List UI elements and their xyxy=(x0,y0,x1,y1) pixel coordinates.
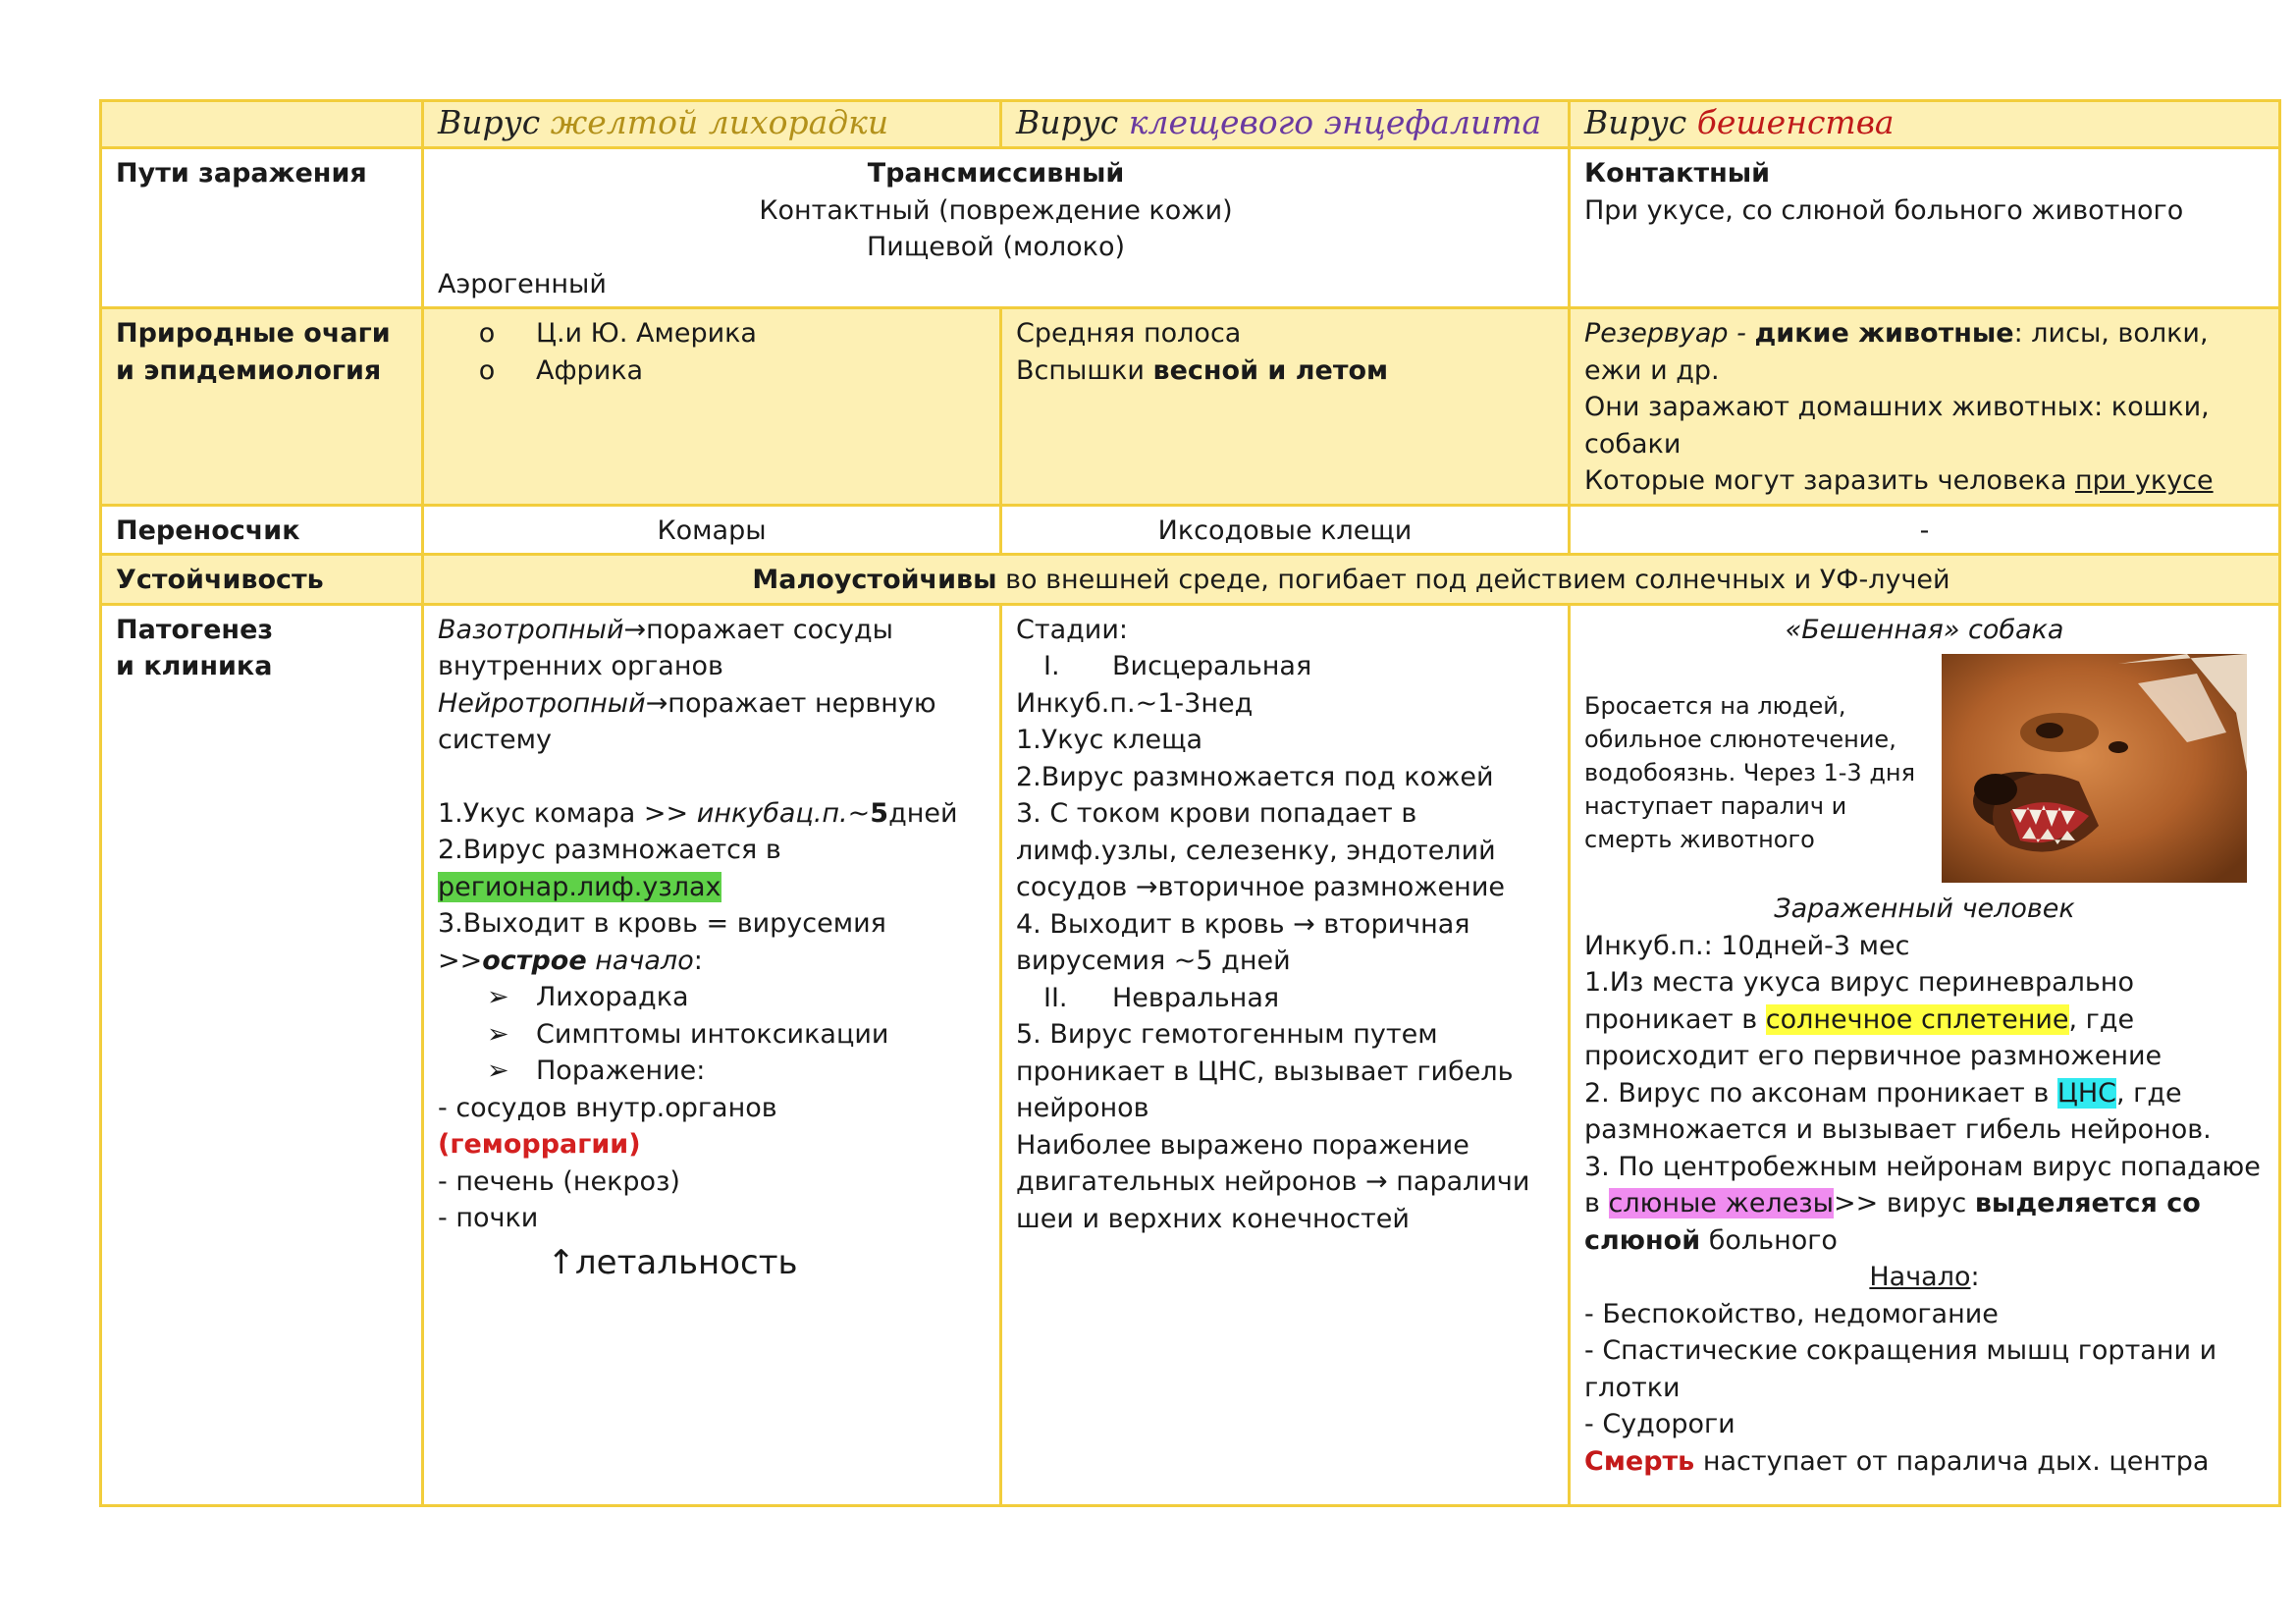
document-page xyxy=(99,99,2261,1507)
pathogenesis-tick-borne: Стадии: I. Висцеральная Инкуб.п.~1-3нед 1.Укус клеща 2.Вирус размножается под кожей 3. С током крови попадает в лимф.узлы, селезенку, эндотелий сосудов →вторичное размножение 4. Выходит в кровь → вторичная вирусемия ~5 дней II. Невральная 5. Вирус гемотогенным путем проникает в ЦНС, вызывает гибель нейронов Наиболее выражено поражение двигательных нейронов → параличи шеи и верхних конечностей xyxy=(1001,604,1570,1505)
row-infection-routes xyxy=(101,148,2280,308)
list-item: II. Невральная xyxy=(1043,982,1280,1013)
pathogenesis-yellow-fever: Вазотропный→поражает сосуды внутренних органов Нейротропный→поражает нервную систему 1.Укус комара >> инкубац.п.~5дней 2.Вирус размножается в регионар.лиф.узлах 3.Выходит в кровь = вирусемия >>острое начало: ➢ Лихорадка ➢ Симптомы интоксикации ➢ Поражение: - сосудов внутр.органов (геморрагии) - печень (некроз) - почки ↑летальность xyxy=(423,604,1001,1505)
arrow-bullet-icon: ➢ xyxy=(487,1018,509,1050)
circle-bullet-icon: o xyxy=(478,354,496,386)
arrow-bullet-icon: ➢ xyxy=(487,982,509,1012)
yellow-fever-title: желтой лихорадки xyxy=(550,103,889,141)
list-item: ➢ Поражение: xyxy=(438,1053,986,1090)
highlight-pink: слюные железы xyxy=(1608,1188,1834,1218)
foci-tick-borne: Средняя полоса Вспышки весной и летом xyxy=(1001,308,1570,506)
arrow-bullet-icon: ➢ xyxy=(487,1056,509,1086)
virus-comparison-table xyxy=(99,99,2281,1507)
list-item: I. Висцеральная xyxy=(1043,651,1312,681)
vector-rabies: - xyxy=(1570,505,2280,555)
vector-yellow-fever: Комары xyxy=(423,505,1001,555)
circle-bullet-icon: o xyxy=(478,318,496,349)
highlight-green: регионар.лиф.узлах xyxy=(438,871,721,902)
rabies-title: бешенства xyxy=(1696,103,1895,141)
tick-borne-title: клещевого энцефалита xyxy=(1128,103,1542,141)
dog-section-title: «Бешенная» собака xyxy=(1785,614,2064,645)
row-pathogenesis xyxy=(101,604,2280,1505)
header-tick-borne: Вирус клещевого энцефалита xyxy=(1001,101,1570,148)
pathogenesis-rabies: «Бешенная» собака Бросается на людей, обильное слюнотечение, водобоязнь. Через 1-3 дня наступает паралич и смерть животного Зараженный человек Инкуб.п.: 10дней-3 мес 1.Из места укуса вирус периневрально проникает в солнечное сплетение, где происходит его первичное размножение 2. Вирус по аксонам проникает в ЦНС, где размножается и вызывает гибель нейронов. 3. По центробежным нейронам вирус попадаюе в слюные железы>> вирус выделяется со слюной больного Начало: - Беспокойство, недомогание - Спастические сокращения мышц гортани и глотки - Судороги Смерть наступает от паралича дых. центра xyxy=(1570,604,2280,1505)
infection-routes-rabies: Контактный При укусе, со слюной больного животного xyxy=(1570,148,2280,308)
foci-yellow-fever xyxy=(423,308,1001,506)
list-item: ➢ Симптомы интоксикации xyxy=(438,1016,986,1054)
list-item: ➢ Лихорадка xyxy=(438,979,986,1016)
list-item: o Африка xyxy=(438,352,986,390)
resistance-text: Малоустойчивы во внешней среде, погибает под действием солнечных и УФ-лучей xyxy=(423,555,2280,605)
vector-tick-borne: Иксодовые клещи xyxy=(1001,505,1570,555)
header-row xyxy=(101,101,2280,148)
row-label: Пути заражения xyxy=(101,148,423,308)
angry-dog-photo xyxy=(1942,654,2247,883)
highlight-cyan: ЦНС xyxy=(2056,1077,2116,1109)
row-label: Устойчивость xyxy=(101,555,423,605)
row-label: Патогенез и клиника xyxy=(101,604,423,1505)
row-vector xyxy=(101,505,2280,555)
list-item: o Ц.и Ю. Америка xyxy=(438,315,986,352)
row-resistance xyxy=(101,555,2280,605)
row-label: Природные очаги и эпидемиология xyxy=(101,308,423,506)
header-yellow-fever: Вирус желтой лихорадки xyxy=(423,101,1001,148)
highlight-yellow: солнечное сплетение xyxy=(1765,1003,2069,1035)
row-natural-foci xyxy=(101,308,2280,506)
row-label: Переносчик xyxy=(101,505,423,555)
header-rabies: Вирус бешенства xyxy=(1570,101,2280,148)
infection-routes-shared: Трансмиссивный Контактный (повреждение кожи) Пищевой (молоко) Аэрогенный xyxy=(423,148,1570,308)
dog-description: Бросается на людей, обильное слюнотечение, водобоязнь. Через 1-3 дня наступает паралич и смерть животного xyxy=(1584,692,1916,853)
header-empty-cell xyxy=(101,101,423,148)
foci-rabies: Резервуар - дикие животные: лисы, волки, ежи и др. Они заражают домашних животных: кошки, собаки Которые могут заразить человека при укусе xyxy=(1570,308,2280,506)
human-section-title: Зараженный человек xyxy=(1774,893,2075,924)
mortality-note: ↑летальность xyxy=(547,1242,798,1282)
